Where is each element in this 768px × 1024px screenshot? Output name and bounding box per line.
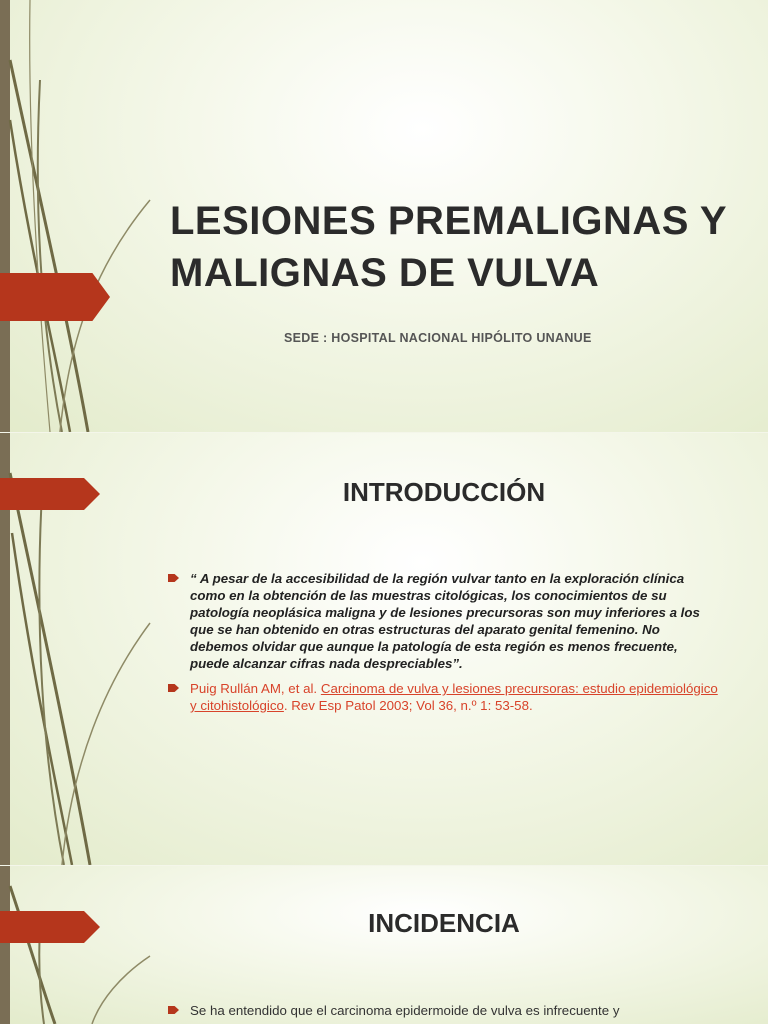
slide-heading: INCIDENCIA — [368, 908, 520, 938]
list-item — [168, 1002, 720, 1019]
bullet-list — [168, 1002, 720, 1024]
slide-incidencia — [0, 866, 768, 1024]
reference-journal: . Rev Esp Patol 2003; Vol 36, n.º 1: 53-58. — [283, 698, 533, 713]
list-item — [168, 570, 720, 672]
reference-link[interactable]: Carcinoma de vulva y lesiones precursoras: estudio epidemiológico y citohistológico — [190, 681, 718, 713]
quote-text: “ A pesar de la accesibilidad de la región vulvar tanto en la exploración clínica como en la obtención de las muestras citológicas, los conocimientos de su patología neoplásica maligna y de lesiones precursoras son muy inferiores a los que se han obtenido en otras estructuras del aparato genital femenino. No debemos olvidar que aunque la patología de esta región es menos frecuente, puede alcanzar cifras nada despreciables”. — [190, 571, 700, 671]
slide-title — [0, 0, 768, 432]
slide-introduccion — [0, 433, 768, 865]
arrow-bullet-icon — [168, 574, 179, 582]
slide-title-text: LESIONES PREMALIGNAS Y MALIGNAS DE VULVA — [170, 199, 727, 295]
bullet-text: Se ha entendido que el carcinoma epidermoide de vulva es infrecuente y — [190, 1003, 620, 1018]
slide-subtitle: SEDE : HOSPITAL NACIONAL HIPÓLITO UNANUE — [284, 331, 592, 345]
arrow-bullet-icon — [168, 1006, 179, 1014]
accent-tab — [0, 273, 110, 321]
reference-authors: Puig Rullán AM, et al. — [190, 681, 318, 696]
grass-decoration — [0, 0, 160, 432]
slide-heading: INTRODUCCIÓN — [342, 477, 546, 507]
grass-decoration — [0, 866, 160, 1024]
bullet-list — [168, 570, 720, 722]
arrow-bullet-icon — [168, 684, 179, 692]
list-item — [168, 680, 720, 714]
